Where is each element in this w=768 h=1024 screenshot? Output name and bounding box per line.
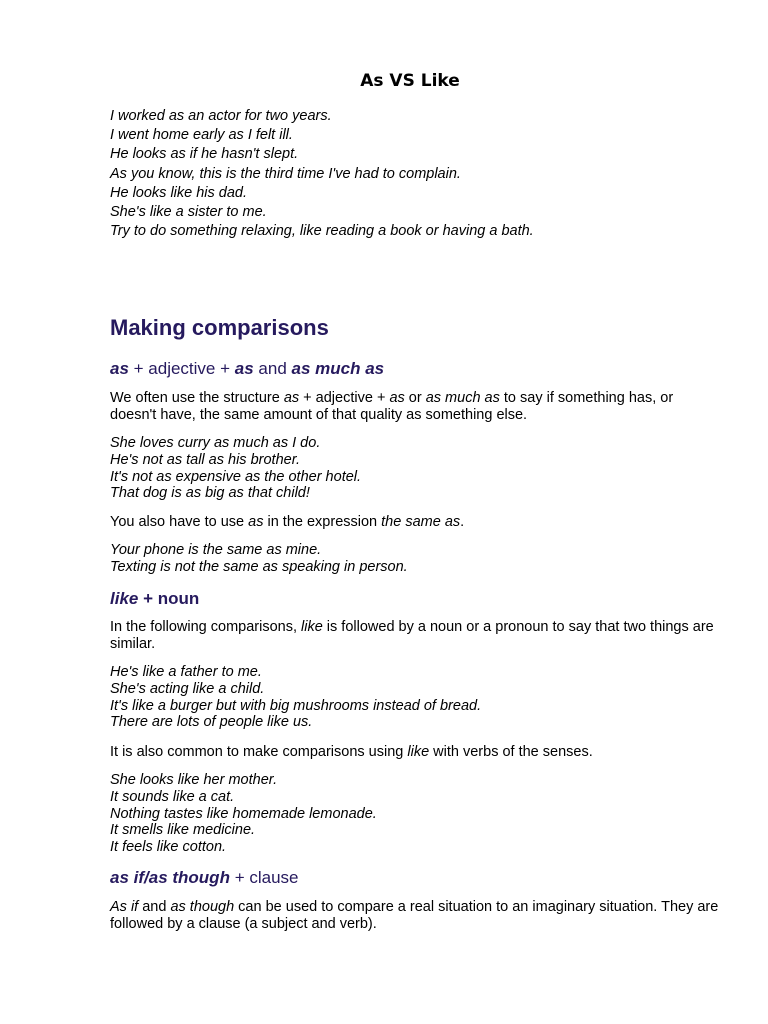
text-em: as bbox=[389, 390, 405, 406]
example-line: It sounds like a cat. bbox=[110, 788, 235, 805]
intro-line: As you know, this is the third time I've had to complain. bbox=[110, 165, 461, 182]
text-em: like bbox=[407, 744, 430, 760]
subheading-as-if-clause bbox=[110, 867, 720, 889]
example-line: She loves curry as much as I do. bbox=[110, 435, 321, 451]
subheading-as-adjective-as bbox=[110, 358, 720, 380]
example-line: She looks like her mother. bbox=[110, 772, 278, 788]
text: can be used to compare a real situation to an imaginary situation. They are followed by a clause (a subject and verb). bbox=[110, 899, 719, 932]
text-em: as though bbox=[170, 899, 235, 915]
text-em: the same as bbox=[381, 514, 461, 530]
paragraph-same-as bbox=[110, 514, 720, 531]
text: You also have to use bbox=[110, 514, 249, 530]
text: + adjective + bbox=[299, 390, 390, 406]
heading-text: + adjective + bbox=[128, 359, 235, 378]
text-em: as bbox=[283, 390, 300, 406]
intro-examples bbox=[110, 107, 720, 241]
intro-line: I went home early as I felt ill. bbox=[110, 127, 293, 144]
paragraph-senses bbox=[110, 744, 720, 761]
text-em: like bbox=[301, 619, 323, 635]
examples-as-much-as bbox=[110, 435, 720, 502]
example-line: Texting is not the same as speaking in person. bbox=[110, 558, 408, 575]
text: is followed by a noun or a pronoun to say that two things are similar. bbox=[110, 619, 714, 652]
text: . bbox=[460, 514, 465, 530]
heading-text: and bbox=[253, 359, 292, 378]
subheading-like-noun bbox=[110, 588, 720, 610]
examples-like-noun bbox=[110, 664, 720, 731]
text-em: as bbox=[248, 514, 264, 530]
example-line: She's acting like a child. bbox=[110, 680, 265, 697]
text: In the following comparisons, bbox=[110, 619, 302, 635]
examples-same-as bbox=[110, 542, 720, 576]
example-line: He's not as tall as his brother. bbox=[110, 451, 301, 468]
example-line: Nothing tastes like homemade lemonade. bbox=[110, 805, 377, 822]
example-line: It's not as expensive as the other hotel. bbox=[110, 468, 362, 485]
section-heading: Making comparisons bbox=[110, 315, 329, 340]
examples-senses bbox=[110, 772, 720, 856]
example-line: It's like a burger but with big mushrooms instead of bread. bbox=[110, 697, 482, 714]
heading-em: as bbox=[110, 359, 129, 378]
paragraph-as-if bbox=[110, 899, 720, 933]
example-line: That dog is as big as that child! bbox=[110, 485, 310, 502]
text-em: As if bbox=[110, 899, 139, 915]
heading-text: + noun bbox=[138, 589, 200, 608]
intro-line: Try to do something relaxing, like reading a book or having a bath. bbox=[110, 223, 534, 240]
text-em: as much as bbox=[425, 390, 500, 406]
paragraph-like-followed bbox=[110, 619, 720, 653]
text: to say if something has, or doesn't have, the same amount of that quality as something else. bbox=[110, 390, 674, 423]
intro-line: He looks like his dad. bbox=[110, 184, 248, 201]
example-line: It feels like cotton. bbox=[110, 839, 227, 856]
intro-line: He looks as if he hasn't slept. bbox=[110, 146, 299, 163]
heading-em: as much as bbox=[291, 359, 385, 378]
text: in the expression bbox=[263, 514, 382, 530]
example-line: It smells like medicine. bbox=[110, 822, 256, 839]
text: or bbox=[404, 390, 426, 406]
heading-text: + clause bbox=[229, 868, 299, 887]
paragraph-structure bbox=[110, 390, 720, 424]
intro-line: I worked as an actor for two years. bbox=[110, 108, 332, 124]
heading-em: as if/as though bbox=[110, 868, 230, 887]
text: and bbox=[138, 899, 171, 915]
heading-em: like bbox=[110, 589, 139, 608]
example-line: Your phone is the same as mine. bbox=[110, 542, 322, 558]
heading-em: as bbox=[234, 359, 254, 378]
text: We often use the structure bbox=[110, 390, 284, 406]
document-title: As VS Like bbox=[360, 71, 460, 91]
text: with verbs of the senses. bbox=[429, 744, 593, 760]
example-line: He's like a father to me. bbox=[110, 664, 262, 680]
text: It is also common to make comparisons using bbox=[110, 744, 408, 760]
example-line: There are lots of people like us. bbox=[110, 714, 313, 731]
intro-line: She's like a sister to me. bbox=[110, 204, 267, 221]
